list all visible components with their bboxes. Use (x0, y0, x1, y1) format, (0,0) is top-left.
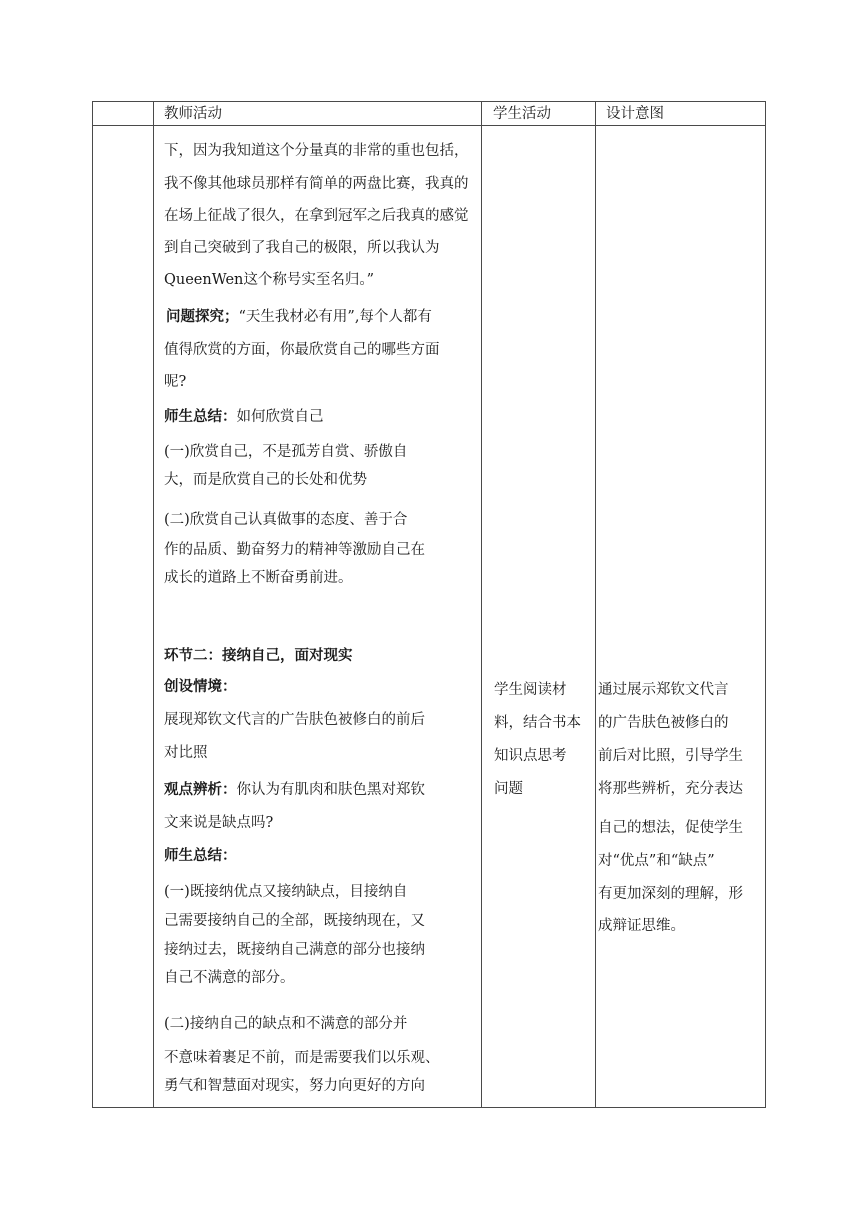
teacher-text-line: QueenWen这个称号实至名归。” (164, 272, 375, 288)
teacher-text-line: 大，而是欣赏自己的长处和优势 (164, 472, 367, 488)
student-text-line: 问题 (494, 781, 523, 797)
student-text-line: 料，结合书本 (494, 715, 581, 731)
teacher-text-line: 勇气和智慧面对现实，努力向更好的方向 (164, 1078, 425, 1094)
student-text-line: 学生阅读材 (494, 682, 567, 698)
table-bottom-border (92, 1107, 766, 1108)
student-text-line: 知识点思考 (494, 748, 567, 764)
teacher-text-line: 呢? (164, 374, 187, 390)
column-border (153, 101, 154, 1108)
teacher-text-line: 己需要接纳自己的全部，既接纳现在，又 (164, 913, 425, 929)
design-text-line: 有更加深刻的理解，形 (598, 886, 743, 902)
teacher-text-line: 我不像其他球员那样有简单的两盘比赛，我真的 (164, 176, 469, 192)
teacher-text-line: (一)既接纳优点又接纳缺点，目接纳自 (164, 884, 408, 900)
table-top-border (92, 101, 766, 102)
design-text-line: 通过展示郑钦文代言 (598, 682, 729, 698)
teacher-text-line: 展现郑钦文代言的广告肤色被修白的前后 (164, 712, 425, 728)
problem-inquiry-line (166, 307, 432, 327)
column-border (481, 101, 482, 1108)
column-border (595, 101, 596, 1108)
problem-inquiry-text: “天生我材必有用”,每个人都有 (238, 309, 432, 325)
design-text-line: 成辩证思维。 (598, 918, 685, 934)
teacher-text-line: 值得欣赏的方面，你最欣赏自己的哪些方面 (164, 342, 440, 358)
teacher-text-line: 下，因为我知道这个分量真的非常的重也包括， (164, 143, 469, 159)
teacher-text-line: 对比照 (164, 745, 208, 761)
summary-text: 如何欣赏自己 (236, 409, 324, 425)
teacher-text-line: 文来说是缺点吗? (164, 815, 274, 831)
viewpoint-text: 你认为有肌肉和肤色黑对郑钦 (236, 782, 425, 798)
teacher-text-line: 作的品质、勤奋努力的精神等激励自己在 (164, 542, 425, 558)
design-text-line: 前后对比照，引导学生 (598, 748, 743, 764)
header-bottom-border (92, 125, 766, 126)
design-text-line: 自己的想法，促使学生 (598, 820, 743, 836)
summary-line (164, 407, 324, 427)
teacher-text-line: (一)欣赏自己，不是孤芳自赏、骄傲自 (164, 444, 408, 460)
scene-label: 创设情境： (164, 678, 237, 695)
summary-two-label: 师生总结： (164, 847, 237, 864)
design-text-line: 对“优点”和“缺点” (598, 853, 715, 869)
teacher-text-line: 不意味着裹足不前，而是需要我们以乐观、 (164, 1050, 440, 1066)
teacher-text-line: 到自己突破到了我自己的极限，所以我认为 (164, 240, 440, 256)
viewpoint-label: 观点辨析： (164, 781, 237, 798)
teacher-text-line: 自己不满意的部分。 (164, 970, 295, 986)
header-teacher-activity: 教师活动 (164, 106, 222, 122)
teacher-text-line: 接纳过去，既接纳自己满意的部分也接纳 (164, 942, 425, 958)
teacher-text-line: (二)欣赏自己认真做事的态度、善于合 (164, 512, 408, 528)
problem-inquiry-label: 问题探究； (166, 308, 239, 325)
design-text-line: 将那些辨析，充分表达 (598, 781, 743, 797)
design-text-line: 的广告肤色被修白的 (598, 715, 729, 731)
column-border (765, 101, 766, 1108)
teacher-text-line: (二)接纳自己的缺点和不满意的部分并 (164, 1016, 408, 1032)
teacher-text-line: 在场上征战了很久，在拿到冠军之后我真的感觉 (164, 208, 469, 224)
column-border (92, 101, 93, 1108)
section-two-heading: 环节二：接纳自己，面对现实 (164, 647, 353, 664)
viewpoint-line (164, 780, 425, 800)
header-student-activity: 学生活动 (493, 106, 551, 122)
header-design-intent: 设计意图 (606, 106, 664, 122)
teacher-text-line: 成长的道路上不断奋勇前进。 (164, 570, 353, 586)
summary-label: 师生总结： (164, 408, 237, 425)
